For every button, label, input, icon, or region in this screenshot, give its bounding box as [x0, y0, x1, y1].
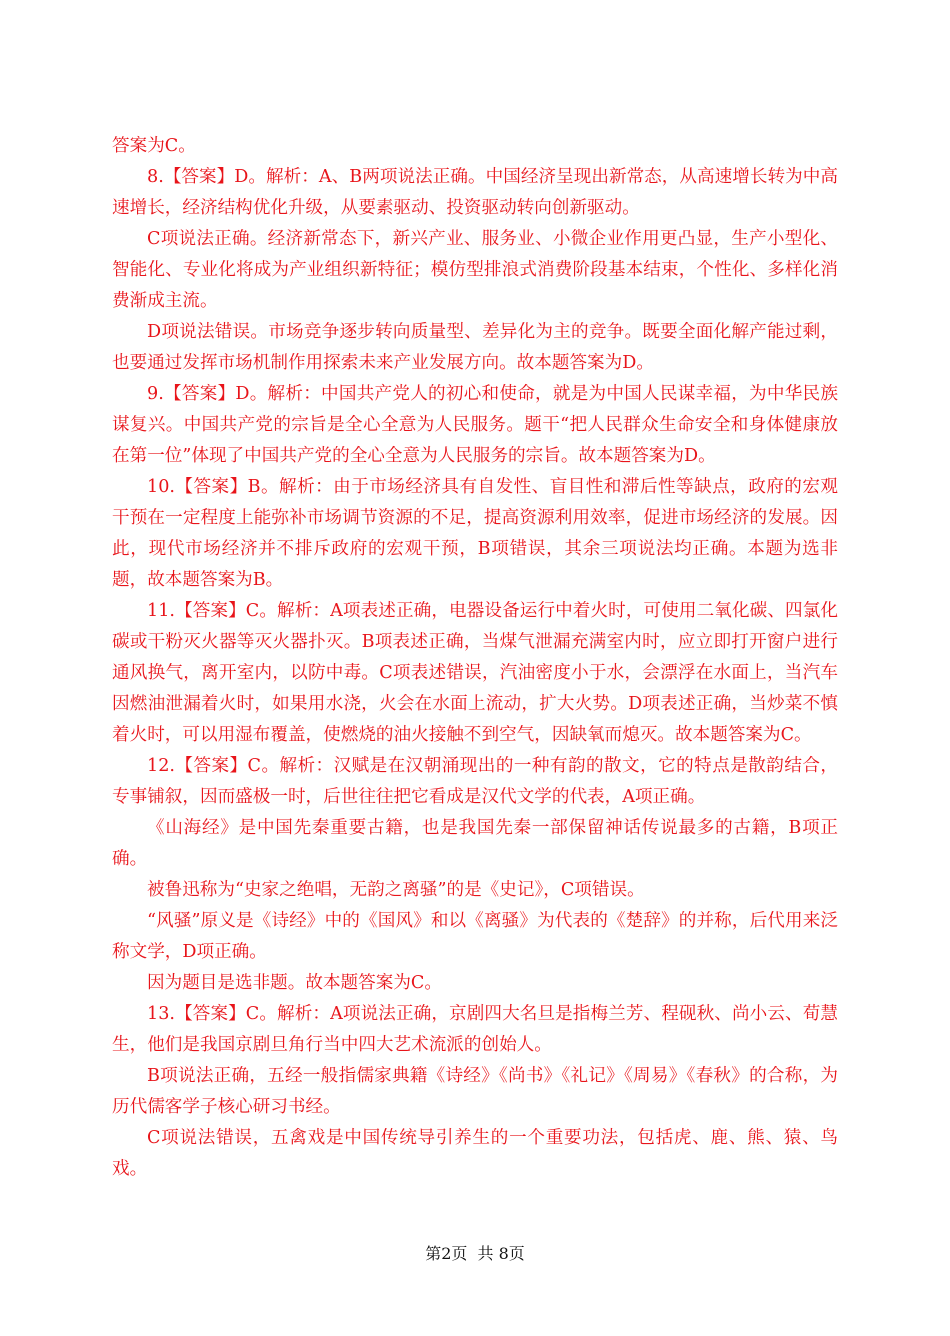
paragraph-0: 答案为C。: [112, 136, 196, 156]
page-number-label: 第2页 共 8页: [425, 1244, 525, 1263]
paragraph-9: 被鲁迅称为“史家之绝唱，无韵之离骚”的是《史记》，C项错误。: [147, 880, 645, 900]
paragraph-8: 《山海经》是中国先秦重要古籍，也是我国先秦一部保留神话传说最多的古籍，B项正确。: [112, 818, 838, 869]
answer-explanations: [112, 131, 838, 1185]
paragraph-5: 10.【答案】B。解析：由于市场经济具有自发性、盲目性和滞后性等缺点，政府的宏观干预在一定程度上能弥补市场调节资源的不足，提高资源利用效率，促进市场经济的发展。因此，现代市场经济并不排斥政府的宏观干预，B项错误，其余三项说法均正确。本题为选非题，故本题答案为B。: [112, 477, 838, 590]
paragraph-10: “风骚”原义是《诗经》中的《国风》和以《离骚》为代表的《楚辞》的并称，后代用来泛称文学，D项正确。: [112, 911, 838, 962]
paragraph-2: C项说法正确。经济新常态下，新兴产业、服务业、小微企业作用更凸显，生产小型化、智能化、专业化将成为产业组织新特征；模仿型排浪式消费阶段基本结束，个性化、多样化消费渐成主流。: [112, 229, 838, 311]
paragraph-1: 8.【答案】D。解析：A、B两项说法正确。中国经济呈现出新常态，从高速增长转为中高速增长，经济结构优化升级，从要素驱动、投资驱动转向创新驱动。: [112, 167, 838, 218]
page-footer: [0, 1242, 950, 1266]
paragraph-13: B项说法正确，五经一般指儒家典籍《诗经》《尚书》《礼记》《周易》《春秋》的合称，为历代儒客学子核心研习书经。: [112, 1066, 838, 1117]
paragraph-11: 因为题目是选非题。故本题答案为C。: [147, 973, 442, 993]
paragraph-7: 12.【答案】C。解析：汉赋是在汉朝涌现出的一种有韵的散文，它的特点是散韵结合，专事铺叙，因而盛极一时，后世往往把它看成是汉代文学的代表，A项正确。: [112, 756, 838, 807]
paragraph-12: 13.【答案】C。解析：A项说法正确，京剧四大名旦是指梅兰芳、程砚秋、尚小云、荀慧生，他们是我国京剧旦角行当中四大艺术流派的创始人。: [112, 1004, 838, 1055]
paragraph-4: 9.【答案】D。解析：中国共产党人的初心和使命，就是为中国人民谋幸福，为中华民族谋复兴。中国共产党的宗旨是全心全意为人民服务。题干“把人民群众生命安全和身体健康放在第一位”体现了中国共产党的全心全意为人民服务的宗旨。故本题答案为D。: [112, 384, 838, 466]
paragraph-6: 11.【答案】C。解析：A项表述正确，电器设备运行中着火时，可使用二氧化碳、四氯化碳或干粉灭火器等灭火器扑灭。B项表述正确，当煤气泄漏充满室内时，应立即打开窗户进行通风换气，离开室内，以防中毒。C项表述错误，汽油密度小于水，会漂浮在水面上，当汽车因燃油泄漏着火时，如果用水浇，火会在水面上流动，扩大火势。D项表述正确，当炒菜不慎着火时，可以用湿布覆盖，使燃烧的油火接触不到空气，因缺氧而熄灭。故本题答案为C。: [112, 601, 838, 745]
paragraph-3: D项说法错误。市场竞争逐步转向质量型、差异化为主的竞争。既要全面化解产能过剩，也要通过发挥市场机制作用探索未来产业发展方向。故本题答案为D。: [112, 322, 838, 373]
paragraph-14: C项说法错误，五禽戏是中国传统导引养生的一个重要功法，包括虎、鹿、熊、猿、鸟戏。: [112, 1128, 838, 1179]
